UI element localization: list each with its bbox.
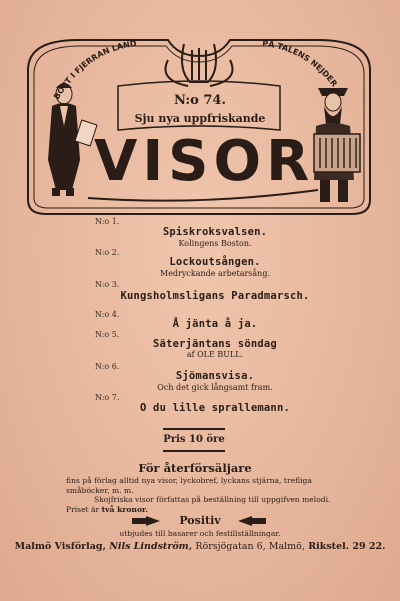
song-number: N:o 1. [95,217,120,226]
retailers-price-value: två kronor. [101,504,148,514]
svg-text:BORT I FJERRAN LAND [52,39,137,101]
subtitle: Sju nya uppfriskande [134,112,266,125]
song-number: N:o 2. [95,248,120,257]
song-number: N:o 3. [95,280,120,289]
organ-grinder-figure-icon [314,88,360,202]
retailers-line: Skojfriska visor författas på beställning till uppgifven melodi. [94,495,331,505]
owner-name: Nils Lindström, [109,541,193,552]
publisher-name: Malmö Visförlag, [14,541,106,552]
song-title: Säterjäntans söndag [153,338,277,350]
song-title: Kungsholmsligans Paradmarsch. [120,290,310,302]
retailers-text [66,476,338,514]
arc-right-text: PÅ TALENS NEJDER [261,39,339,89]
phone: Rikstel. 29 22. [308,541,386,552]
positiv-heading: Positiv [179,514,221,527]
publisher-footer [10,541,390,552]
address: Rörsjögatan 6, Malmö, [195,541,305,552]
arc-left-text: BORT I FJERRAN LAND [52,39,138,101]
pointing-hand-right-icon [132,516,162,526]
retailers-line: småböcker, m. m. [66,485,134,495]
retailers-line: fins på förlag alltid nya visor, lyckobref, lyckans stjärna, trefliga [66,476,312,485]
positiv-description: utbjudes till basarer och festillställningar. [119,529,281,538]
song-number: N:o 7. [95,393,120,402]
song-title: Å jänta å ja. [172,318,258,330]
song-subtitle: Och det gick långsamt fram. [157,383,273,392]
lyre-ornament-icon [166,44,233,86]
song-subtitle: Medryckande arbetarsång. [160,269,270,278]
main-title: VISOR [94,129,315,194]
song-title: Spiskroksvalsen. [162,226,268,238]
price-label: Pris 10 öre [163,428,225,452]
singer-figure-icon [48,83,97,196]
song-title: Sjömansvisa. [175,370,255,382]
positiv-row [130,514,270,528]
song-subtitle: af OLE BULL. [186,350,244,359]
song-number: N:o 5. [95,330,120,339]
song-number: N:o 4. [95,310,120,319]
issue-number: N:o 74. [173,93,227,108]
pointing-hand-left-icon [236,516,266,526]
song-title: O du lille sprallemann. [140,402,290,414]
retailers-price-line [66,505,338,515]
retailers-heading: För återförsäljare [138,461,252,475]
song-subtitle: Kolingens Boston. [178,239,252,248]
song-number: N:o 6. [95,362,120,371]
song-title: Lockoutsången. [169,256,261,268]
retailers-price-prefix: Priset är [66,504,100,514]
